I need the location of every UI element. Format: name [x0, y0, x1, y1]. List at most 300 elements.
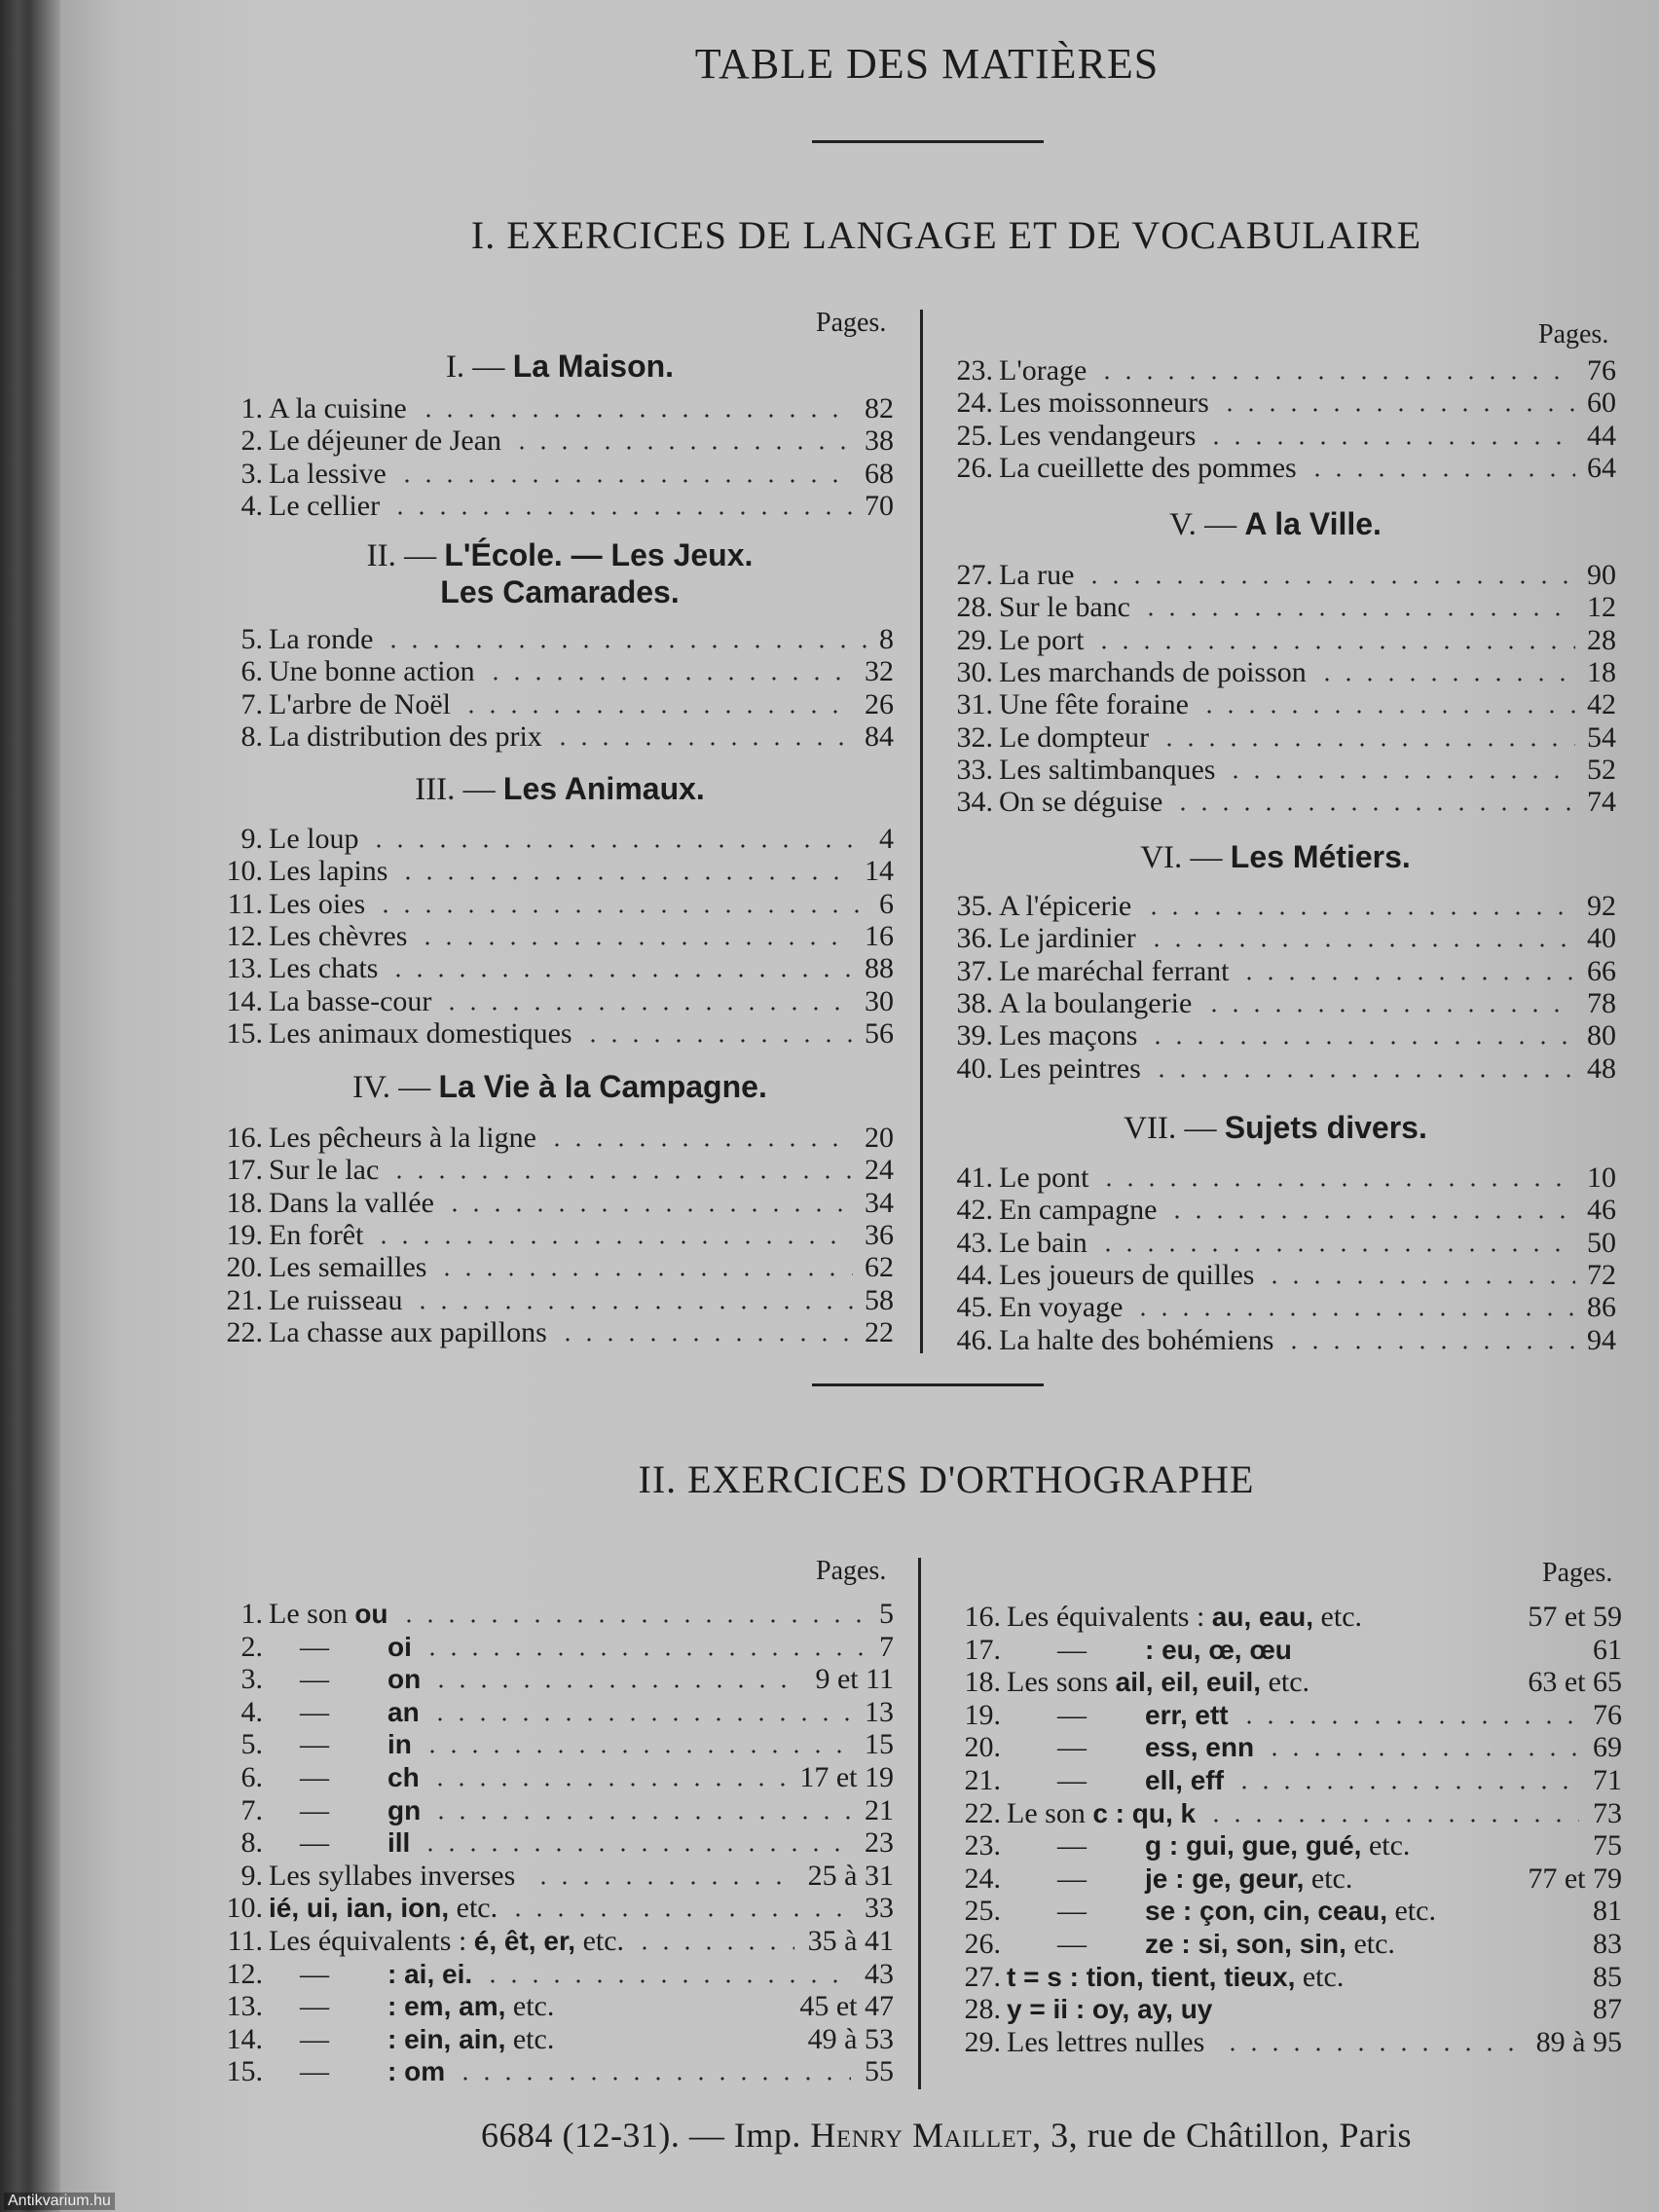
leader-dots — [557, 1338, 853, 1342]
entry-page: 56 — [865, 1016, 894, 1050]
entry-page: 32 — [865, 655, 894, 688]
entry-number: 17. — [964, 1633, 1001, 1666]
entry-title: La lessive — [269, 457, 387, 490]
entry-title: Les semailles — [269, 1251, 427, 1284]
entry-page: 17 et 19 — [799, 1761, 894, 1793]
toc-entry — [212, 888, 894, 921]
entry-sound: c : qu, k — [1092, 1797, 1197, 1828]
toc-entry — [942, 387, 1616, 420]
entry-title — [1007, 1797, 1196, 1830]
entry-page: 74 — [1587, 786, 1616, 819]
ditto-dash: — — [1057, 1698, 1087, 1731]
entry-page: 68 — [865, 457, 894, 490]
entry-title: En campagne — [999, 1194, 1158, 1227]
toc-entry — [212, 1728, 894, 1761]
entry-page: 57 et 59 — [1528, 1601, 1622, 1633]
toc-entry — [942, 420, 1616, 453]
entry-number: 15. — [226, 2055, 263, 2088]
toc-entry — [950, 1797, 1622, 1830]
entry-page: 4 — [879, 823, 894, 855]
section2-left-pages-label: Pages. — [816, 1556, 887, 1586]
entry-sound: : ein, ain, — [387, 2023, 506, 2054]
leader-dots — [511, 446, 853, 450]
entry-etc: etc. — [1304, 1862, 1353, 1895]
entry-title: Les chèvres — [269, 919, 408, 952]
toc-entry — [950, 1764, 1622, 1797]
entry-number: 36. — [956, 922, 993, 955]
entry-title — [1145, 1764, 1224, 1797]
toc-entry — [942, 754, 1616, 787]
entry-title — [1145, 1895, 1436, 1928]
leader-dots — [634, 1946, 794, 1950]
entry-etc: etc. — [1313, 1601, 1363, 1633]
group-roman: IV. — — [352, 1070, 439, 1105]
section2-right-pages-label: Pages. — [1542, 1558, 1613, 1588]
entry-number: 25. — [956, 419, 993, 452]
ditto-dash: — — [300, 1957, 329, 1990]
group-heading — [983, 506, 1567, 543]
group-roman: V. — — [1169, 507, 1245, 542]
leader-dots — [1159, 743, 1575, 747]
toc-entry — [212, 1251, 894, 1284]
entry-page: 10 — [1587, 1161, 1616, 1194]
toc-entry — [212, 1017, 894, 1051]
toc-entry — [212, 920, 894, 953]
entry-sound: au, eau, — [1211, 1602, 1314, 1632]
ditto-dash: — — [1057, 1928, 1087, 1960]
entry-title: Les vendangeurs — [999, 419, 1197, 452]
entry-prefix: Les équivalents : — [269, 1925, 474, 1957]
group-heading — [248, 771, 871, 808]
ditto-dash: — — [300, 1990, 329, 2023]
entry-number: 29. — [964, 2025, 1001, 2058]
entry-title: Le pont — [999, 1161, 1089, 1194]
entry-sound: g : gui, gue, gué, — [1145, 1830, 1362, 1862]
entry-page: 76 — [1587, 354, 1616, 387]
ditto-dash: — — [300, 1761, 329, 1793]
entry-title — [387, 1826, 410, 1860]
leader-dots — [1132, 1312, 1575, 1316]
toc-entry — [212, 424, 894, 458]
toc-entry — [212, 720, 894, 754]
toc-entry — [942, 1227, 1616, 1260]
toc-entry — [942, 721, 1616, 755]
entry-number: 11. — [227, 887, 263, 920]
toc-entry — [950, 1601, 1622, 1634]
entry-page: 22 — [865, 1315, 894, 1348]
entry-page: 69 — [1593, 1731, 1622, 1764]
toc-entry — [212, 952, 894, 985]
entry-page: 48 — [1587, 1051, 1616, 1085]
entry-title — [387, 1958, 472, 1991]
toc-entry — [212, 1794, 894, 1827]
entry-number: 6. — [240, 655, 263, 688]
entry-title — [387, 2055, 445, 2088]
toc-entry — [212, 1860, 894, 1893]
leader-dots — [422, 1652, 866, 1656]
group-roman: III. — — [415, 772, 503, 807]
toc-entry — [212, 1598, 894, 1631]
entry-number: 22. — [226, 1315, 263, 1348]
leader-dots — [422, 1750, 851, 1753]
toc-entry — [212, 1219, 894, 1252]
entry-title: Une fête foraine — [999, 688, 1189, 721]
entry-title — [269, 1598, 388, 1631]
entry-sound: ze : si, son, sin, — [1145, 1929, 1346, 1959]
entry-page: 20 — [865, 1122, 894, 1154]
footer-imp: Imp. — [733, 2116, 801, 2155]
leader-dots — [1093, 645, 1575, 649]
entry-title: Le ruisseau — [269, 1283, 403, 1316]
leader-dots — [383, 645, 867, 648]
entry-number: 44. — [956, 1258, 993, 1291]
entry-title — [269, 1892, 498, 1925]
section1-column-divider — [920, 310, 923, 1353]
toc-entry — [950, 2026, 1622, 2059]
entry-sound: an — [387, 1696, 420, 1727]
ditto-dash: — — [300, 1630, 329, 1663]
entry-page: 80 — [1587, 1019, 1616, 1052]
entry-title: Le dompteur — [999, 720, 1150, 754]
entry-number: 19. — [964, 1698, 1001, 1731]
entry-page: 18 — [1587, 655, 1616, 688]
entry-number: 12. — [226, 1957, 263, 1990]
section2-heading: II. EXERCICES D'ORTHOGRAPHE — [638, 1457, 1255, 1501]
entry-number: 11. — [227, 1925, 263, 1957]
group-heading — [248, 349, 871, 386]
toc-entry — [942, 955, 1616, 988]
entry-page: 44 — [1587, 419, 1616, 452]
entry-title: Le bain — [999, 1226, 1088, 1259]
entry-title — [387, 1696, 420, 1729]
entry-title: Les lapins — [269, 855, 388, 888]
leader-dots — [441, 1007, 853, 1011]
entry-page: 43 — [865, 1957, 894, 1990]
entry-sound: ié, ui, ian, ion, — [269, 1893, 450, 1924]
leader-dots — [417, 941, 853, 945]
entry-page: 34 — [865, 1186, 894, 1219]
entry-sound: ou — [354, 1599, 388, 1629]
toc-entry — [942, 559, 1616, 592]
entry-number: 34. — [956, 786, 993, 819]
toc-entry — [950, 1928, 1622, 1961]
leader-dots — [1316, 678, 1575, 682]
entry-page: 78 — [1587, 986, 1616, 1019]
leader-dots — [373, 1240, 853, 1244]
entry-etc: etc. — [449, 1892, 498, 1925]
toc-entry — [950, 1634, 1622, 1667]
entry-page: 36 — [865, 1218, 894, 1251]
entry-title: Les moissonneurs — [999, 387, 1209, 420]
entry-number: 13. — [226, 952, 263, 985]
entry-sound: : eu, œ, œu — [1145, 1634, 1292, 1665]
toc-entry — [212, 1958, 894, 1991]
entry-number: 27. — [964, 1960, 1001, 1993]
entry-sound: : em, am, — [387, 1991, 506, 2022]
leader-dots — [396, 479, 853, 483]
entry-title: Les saltimbanques — [999, 753, 1216, 786]
leader-dots — [1222, 2047, 1523, 2051]
entry-page: 23 — [865, 1826, 894, 1860]
group-name: Sujets divers. — [1224, 1110, 1427, 1145]
entry-number: 23. — [956, 354, 993, 387]
leader-dots — [1205, 1819, 1579, 1823]
group-name: Les Animaux. — [502, 771, 705, 806]
entry-page: 52 — [1587, 753, 1616, 786]
entry-page: 46 — [1587, 1194, 1616, 1227]
entry-page: 38 — [865, 424, 894, 458]
entry-page: 55 — [865, 2055, 894, 2088]
entry-page: 70 — [865, 489, 894, 522]
group-roman: II. — — [366, 538, 445, 573]
entry-page: 87 — [1593, 1993, 1622, 2026]
section1-left-pages-label: Pages. — [816, 308, 887, 338]
toc-entry — [212, 392, 894, 425]
leader-dots — [485, 677, 853, 681]
entry-number: 9. — [240, 823, 263, 855]
entry-page: 28 — [1587, 623, 1616, 656]
leader-dots — [388, 1175, 853, 1179]
leader-dots — [1166, 1215, 1575, 1219]
entry-title — [387, 2023, 554, 2056]
entry-sound: ail, eil, euil, — [1115, 1667, 1262, 1698]
toc-entry — [942, 1194, 1616, 1227]
leader-dots — [1097, 1248, 1575, 1252]
leader-dots — [1151, 1074, 1575, 1078]
entry-number: 5. — [240, 1728, 263, 1761]
leader-dots — [368, 844, 867, 848]
entry-page: 63 et 65 — [1528, 1666, 1622, 1699]
entry-number: 10. — [226, 1892, 263, 1925]
entry-title — [1145, 1731, 1254, 1764]
toc-entry — [942, 656, 1616, 689]
entry-title: La halte des bohémiens — [999, 1323, 1274, 1356]
entry-number: 37. — [956, 954, 993, 987]
group-roman: VI. — — [1140, 840, 1231, 875]
entry-title — [387, 1761, 420, 1794]
leader-dots — [1203, 1009, 1575, 1013]
entry-number: 3. — [240, 457, 263, 490]
entry-title: Le cellier — [269, 489, 381, 522]
entry-page: 26 — [865, 687, 894, 720]
entry-title — [1007, 1961, 1344, 1994]
entry-sound: ell, eff — [1145, 1765, 1224, 1795]
toc-entry — [212, 1122, 894, 1155]
entry-page: 40 — [1587, 922, 1616, 955]
leader-dots — [389, 511, 853, 515]
ditto-dash: — — [1057, 1731, 1087, 1764]
entry-number: 19. — [226, 1218, 263, 1251]
entry-page: 66 — [1587, 954, 1616, 987]
group-roman: VII. — — [1124, 1111, 1225, 1146]
entry-sound: je : ge, geur, — [1145, 1862, 1305, 1894]
entry-number: 39. — [956, 1019, 993, 1052]
entry-page: 50 — [1587, 1226, 1616, 1259]
entry-title — [1145, 1862, 1352, 1896]
entry-title: La chasse aux papillons — [269, 1315, 547, 1348]
entry-number: 7. — [240, 1793, 263, 1826]
watermark: Antikvarium.hu — [4, 2193, 115, 2210]
entry-etc: etc. — [1261, 1666, 1310, 1699]
toc-entry — [212, 823, 894, 856]
entry-page: 82 — [865, 392, 894, 424]
toc-entry — [212, 2023, 894, 2056]
ditto-dash: — — [300, 1728, 329, 1761]
ditto-dash: — — [300, 1793, 329, 1826]
entry-title — [269, 1860, 515, 1893]
entry-sound: se : çon, cin, ceau, — [1145, 1896, 1387, 1927]
leader-dots — [1147, 1041, 1575, 1045]
entry-page: 84 — [865, 719, 894, 753]
entry-title: On se déguise — [999, 786, 1163, 819]
toc-entry — [212, 1187, 894, 1220]
entry-sound: t = s : tion, tient, tieux, — [1007, 1961, 1296, 1992]
leader-dots — [375, 909, 867, 913]
toc-entry — [212, 688, 894, 721]
entry-number: 14. — [226, 2022, 263, 2055]
footer-printer: Henry Maillet — [810, 2116, 1033, 2155]
entry-page: 54 — [1587, 720, 1616, 754]
entry-title: Les peintres — [999, 1051, 1141, 1085]
toc-entry — [212, 1761, 894, 1794]
leader-dots — [444, 1208, 853, 1212]
entry-number: 35. — [956, 890, 993, 922]
entry-page: 86 — [1587, 1291, 1616, 1324]
entry-title: L'arbre de Noël — [269, 687, 451, 720]
toc-entry — [212, 490, 894, 523]
entry-number: 26. — [956, 451, 993, 484]
entry-page: 71 — [1593, 1764, 1622, 1796]
ditto-dash: — — [300, 1695, 329, 1728]
entry-number: 17. — [226, 1154, 263, 1187]
ditto-dash: — — [1057, 1764, 1087, 1796]
entry-page: 24 — [865, 1154, 894, 1187]
entry-page: 58 — [865, 1283, 894, 1316]
entry-title — [387, 1728, 412, 1761]
leader-dots — [1143, 911, 1575, 915]
section1-right-pages-label: Pages. — [1538, 319, 1609, 350]
group-name: A la Ville. — [1244, 506, 1382, 541]
entry-title: En voyage — [999, 1291, 1124, 1324]
group-name: L'École. — Les Jeux. — [444, 537, 754, 572]
leader-dots — [1238, 977, 1575, 980]
toc-entry — [950, 1993, 1622, 2026]
entry-page: 6 — [879, 887, 894, 920]
entry-number: 4. — [240, 1695, 263, 1728]
toc-entry — [212, 855, 894, 888]
entry-number: 1. — [240, 1598, 263, 1630]
entry-number: 16. — [226, 1122, 263, 1154]
entry-number: 12. — [226, 919, 263, 952]
leader-dots — [546, 1143, 853, 1147]
entry-title: Le loup — [269, 823, 359, 855]
entry-page: 49 à 53 — [807, 2022, 894, 2055]
entry-prefix: Le son — [1007, 1796, 1093, 1829]
toc-entry — [942, 987, 1616, 1020]
entry-number: 13. — [226, 1990, 263, 2023]
entry-title: Le maréchal ferrant — [999, 954, 1230, 987]
entry-title: Les oies — [269, 887, 366, 920]
entry-page: 62 — [865, 1251, 894, 1284]
entry-title: La distribution des prix — [269, 719, 542, 753]
toc-entry — [942, 1052, 1616, 1086]
entry-sound: : om — [387, 2056, 446, 2087]
leader-dots — [1283, 1346, 1575, 1349]
entry-title: Sur le lac — [269, 1154, 380, 1187]
entry-sound: in — [387, 1729, 412, 1760]
toc-entry — [950, 1895, 1622, 1928]
entry-page: 83 — [1593, 1928, 1622, 1960]
toc-entry — [212, 623, 894, 656]
leader-dots — [412, 1306, 853, 1309]
leader-dots — [418, 414, 853, 418]
entry-page: 94 — [1587, 1323, 1616, 1356]
leader-dots — [1234, 1786, 1579, 1789]
entry-etc: etc. — [1386, 1895, 1436, 1928]
section2-column-divider — [918, 1558, 921, 2089]
entry-title — [387, 1663, 421, 1696]
entry-number: 1. — [240, 392, 263, 424]
entry-title: A la boulangerie — [999, 986, 1193, 1019]
leader-dots — [1140, 612, 1575, 616]
entry-sound: : ai, ei. — [387, 1958, 473, 1989]
leader-dots — [1238, 1720, 1579, 1724]
entry-title: Une bonne action — [269, 655, 475, 688]
entry-number: 43. — [956, 1226, 993, 1259]
toc-entry — [950, 1699, 1622, 1732]
entry-number: 8. — [240, 719, 263, 753]
entry-number: 2. — [240, 424, 263, 458]
printer-footer — [0, 2115, 1659, 2156]
footer-code: 6684 (12-31). — — [480, 2116, 725, 2155]
entry-etc: etc. — [505, 2022, 555, 2055]
leader-dots — [552, 742, 853, 746]
entry-etc: etc. — [575, 1925, 625, 1957]
group-name-line2: Les Camarades. — [440, 574, 680, 609]
entry-title — [1007, 1993, 1212, 2026]
group-heading — [248, 537, 871, 611]
entry-page: 88 — [865, 952, 894, 985]
leader-dots — [1205, 441, 1575, 445]
leader-dots — [1198, 710, 1575, 714]
entry-number: 9. — [240, 1859, 263, 1892]
entry-prefix: Les sons — [1007, 1666, 1116, 1699]
entry-page: 77 et 79 — [1528, 1862, 1622, 1895]
entry-number: 18. — [226, 1186, 263, 1219]
entry-number: 29. — [956, 623, 993, 656]
entry-page: 21 — [865, 1793, 894, 1826]
entry-title: L'orage — [999, 354, 1088, 387]
entry-title — [1007, 2026, 1204, 2059]
ditto-dash: — — [1057, 1895, 1087, 1928]
toc-entry — [942, 452, 1616, 485]
entry-number: 32. — [956, 720, 993, 754]
entry-page: 61 — [1593, 1633, 1622, 1666]
entry-number: 22. — [964, 1796, 1001, 1829]
leader-dots — [533, 1881, 794, 1885]
group-name: Les Métiers. — [1230, 839, 1411, 874]
entry-number: 18. — [964, 1666, 1001, 1699]
group-heading — [248, 1069, 871, 1106]
leader-dots — [1264, 1280, 1575, 1284]
entry-title: La cueillette des pommes — [999, 451, 1297, 484]
entry-prefix: Les équivalents : — [1007, 1601, 1212, 1633]
entry-title: A l'épicerie — [999, 890, 1132, 922]
entry-page: 89 à 95 — [1535, 2025, 1622, 2058]
group-heading — [983, 1110, 1567, 1147]
toc-entry — [212, 1892, 894, 1925]
entry-number: 41. — [956, 1161, 993, 1194]
